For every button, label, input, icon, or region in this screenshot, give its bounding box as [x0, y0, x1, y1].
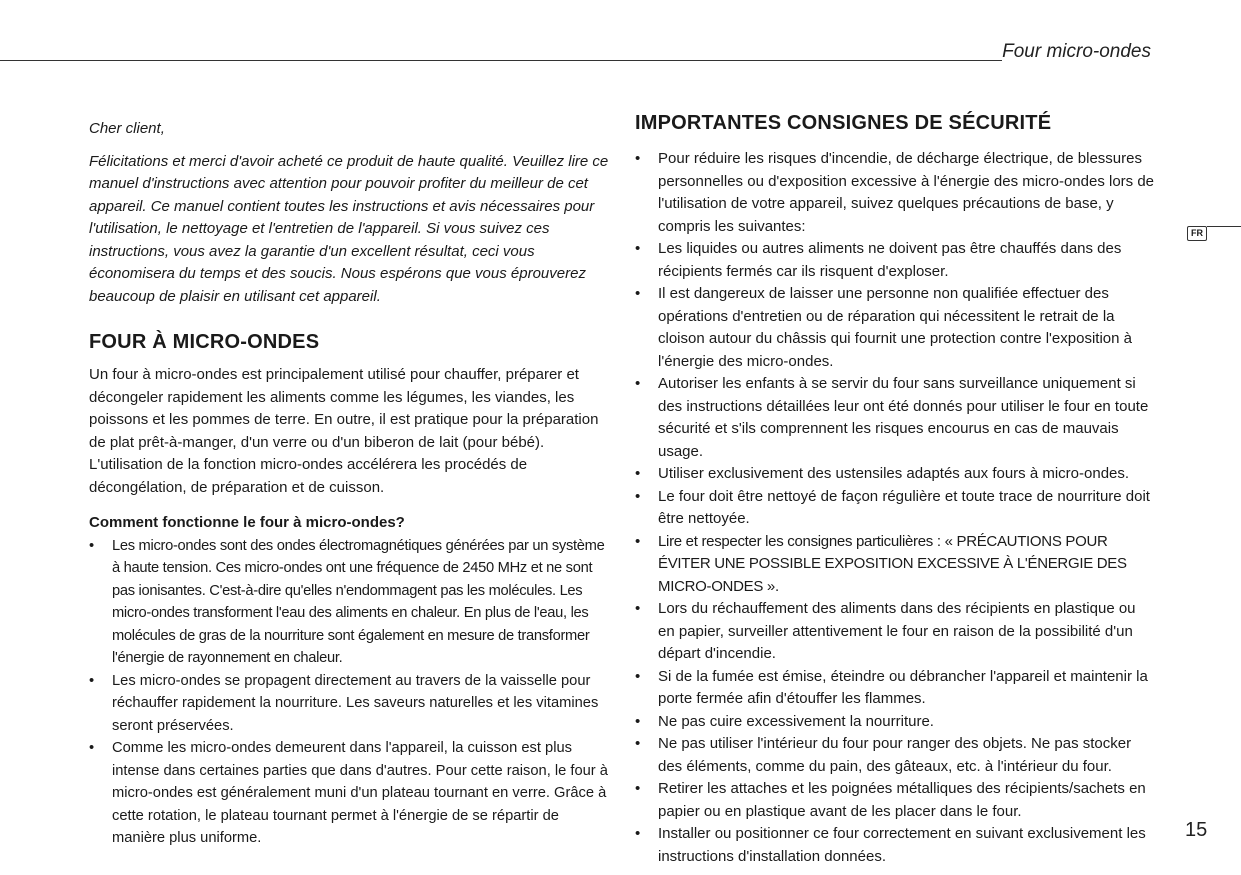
bullet-icon: • [635, 600, 641, 617]
bullet-icon: • [635, 667, 641, 685]
running-header-title: Four micro-ondes [1002, 41, 1151, 62]
list-item: • Utiliser exclusivement des ustensiles adaptés aux fours à micro-ondes. [635, 463, 1155, 486]
how-it-works-subtitle: Comment fonctionne le four à micro-ondes? [89, 514, 405, 531]
bullet-icon: • [635, 825, 641, 842]
bullet-icon: • [635, 375, 641, 392]
list-item: • Lors du réchauffement des aliments dans des récipients en plastique ou en papier, surveiller attentivement le four en raison de la possibilité d'un départ d'incendie. [635, 600, 1136, 662]
how-it-works-list [89, 535, 609, 850]
bullet-icon: • [635, 487, 641, 505]
bullet-icon: • [635, 240, 641, 257]
right-column [635, 112, 1155, 868]
bullet-icon: • [635, 532, 641, 550]
intro-letter [89, 118, 609, 308]
safety-section-title: IMPORTANTES CONSIGNES DE SÉCURITÉ [635, 112, 1052, 134]
bullet-icon: • [89, 740, 95, 756]
list-item: • Les micro-ondes se propagent directement au travers de la vaisselle pour réchauffer rapidement la nourriture. Les saveurs naturelles et les vitamines seront préservées. [89, 670, 609, 738]
header-rule [0, 60, 1002, 61]
bullet-icon: • [635, 150, 641, 167]
list-item: • Les liquides ou autres aliments ne doivent pas être chauffés dans des récipients fermés car ils risquent d'exploser. [635, 240, 1122, 280]
list-item: • Pour réduire les risques d'incendie, de décharge électrique, de blessures personnelles ou d'exposition excessive à l'énergie des micro-ondes lors de l'utilisation de votre appareil, suivez quelques précautions de base, y compris les suivantes: [635, 150, 1155, 235]
list-item: • Autoriser les enfants à se servir du four sans surveillance uniquement si des instructions détaillées leur ont été donnés pour utiliser le four en toute sécurité et s'ils comprennent les risques encourus en cas de mauvais usage. [635, 375, 1149, 460]
bullet-icon: • [635, 285, 641, 302]
list-item: • Comme les micro-ondes demeurent dans l'appareil, la cuisson est plus intense dans certaines parties que dans d'autres. Pour cette raison, le four à micro-ondes est généralement muni d'un plateau tournant en verre. Grâce à cette rotation, le plateau tournant permet à l'énergie de se répartir de manière plus uniforme. [89, 737, 609, 850]
bullet-icon: • [635, 735, 641, 752]
list-item: • Ne pas cuire excessivement la nourriture. [635, 711, 1155, 734]
list-item: • Il est dangereux de laisser une personne non qualifiée effectuer des opérations d'entretien ou de réparation qui nécessitent le retrait de la cloison autour du châssis qui fournit une protection contre l'exposition à l'énergie des micro-ondes. [635, 285, 1132, 370]
language-tab: FR [1187, 226, 1207, 241]
bullet-icon: • [89, 672, 95, 689]
microwave-section-paragraph: Un four à micro-ondes est principalement utilisé pour chauffer, préparer et décongeler rapidement les aliments comme les légumes, les viandes, les poissons et les pommes de terre. En outre, il est pratique pour la préparation de plat prêt-à-manger, d'un verre ou d'un biberon de lait (pour bébé). L'utilisation de la fonction micro-ondes accélérera les procédés de décongélation, de préparation et de cuisson. [89, 366, 599, 496]
bullet-icon: • [635, 712, 641, 730]
intro-paragraph: Félicitations et merci d'avoir acheté ce produit de haute qualité. Veuillez lire ce manuel d'instructions avec attention pour pouvoir profiter du meilleur de cet appareil. Ce manuel contient toutes les instructions et avis nécessaires pour l'utilisation, le nettoyage et l'entretien de l'appareil. Si vous suivez ces instructions, vous avez la garantie d'un excellent résultat, ceci vous économisera du temps et des soucis. Nous espérons que vous éprouverez beaucoup de plaisir en utilisant cet appareil. [89, 152, 609, 305]
bullet-icon: • [635, 465, 641, 482]
bullet-icon: • [89, 537, 95, 554]
left-column [89, 118, 609, 850]
microwave-section-title: FOUR À MICRO-ONDES [89, 331, 320, 353]
safety-list [635, 148, 1155, 868]
list-item: • Les micro-ondes sont des ondes électromagnétiques générées par un système à haute tension. Ces micro-ondes ont une fréquence de 2450 MHz et ne sont pas ionisantes. C'est-à-dire qu'elles n'endommagent pas les molécules. Les micro-ondes transforment l'eau des aliments en chaleur. En plus de l'eau, les molécules de gras de la nourriture sont également en mesure de transformer l'énergie de rayonnement en chaleur. [89, 535, 609, 670]
list-item: • Ne pas utiliser l'intérieur du four pour ranger des objets. Ne pas stocker des éléments, comme du pain, des gâteaux, etc. à l'intérieur du four. [635, 735, 1132, 775]
list-item: • Retirer les attaches et les poignées métalliques des récipients/sachets en papier ou en plastique avant de les placer dans le four. [635, 780, 1146, 820]
bullet-icon: • [635, 780, 641, 797]
language-tab-rule [1207, 226, 1241, 227]
greeting: Cher client, [89, 120, 165, 137]
list-item: • Si de la fumée est émise, éteindre ou débrancher l'appareil et maintenir la porte fermée afin d'étouffer les flammes. [635, 667, 1148, 707]
list-item: • Le four doit être nettoyé de façon régulière et toute trace de nourriture doit être nettoyée. [635, 487, 1150, 527]
page-number: 15 [1185, 819, 1208, 841]
list-item: • Lire et respecter les consignes particulières : « PRÉCAUTIONS POUR ÉVITER UNE POSSIBLE EXPOSITION EXCESSIVE À L'ÉNERGIE DES MICRO-ONDES ». [635, 532, 1127, 595]
list-item: • Installer ou positionner ce four correctement en suivant exclusivement les instructions d'installation données. [635, 825, 1146, 865]
